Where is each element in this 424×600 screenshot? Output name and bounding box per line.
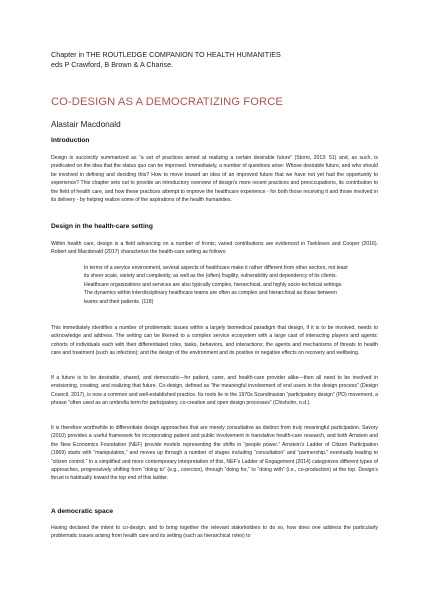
health-care-heading: Design in the health-care setting — [51, 223, 153, 230]
chapter-title: CO-DESIGN AS A DEMOCRATIZING FORCE — [51, 96, 283, 108]
chapter-line: Chapter in THE ROUTLEDGE COMPANION TO HEALTH HUMANITIES — [51, 50, 281, 59]
introduction-paragraph: Design is succinctly summarized as “a set of practices aimed at realizing a certain desirable future” (Storni, 2013: 51) and, as such, is predicated on the idea that the status quo can be improved. Immediately, a number of questions arise: Whose desirable future, and who should be involved in defining and deciding this? How to move toward an idea of an improved future that we have not yet had the opportunity to experience? This chapter sets out to provide an introductory overview of design’s more recent practices and preoccupations, its contribution to the field of health care, and how these practices attempt to improve the healthcare experience - for both those receiving it and those involved in its delivery - by helping realize some of the aspirations of the health humanities. — [51, 155, 378, 204]
chapter-info — [51, 50, 381, 70]
health-care-paragraph-1: Within health care, design is a field advancing on a number of fronts; varied contributions are evidenced in Tsekleves and Cooper (2016). Robert and Macdonald (2017) characterize the health-care setting as follows: — [51, 241, 378, 256]
democratic-space-paragraph: Having declared the intent to co-design, and to bring together the relevant stakeholders to do so, how does one address the particularly problematic issues arising from health care and its setting (such as hierarchical roles) to — [51, 525, 378, 540]
democratic-space-heading: A democratic space — [51, 508, 114, 515]
editors-line: eds P Crawford, B Brown & A Charise. — [51, 60, 174, 69]
health-care-paragraph-4: It is therefore worthwhile to differentiate design approaches that are merely consultative as distinct from truly meaningful participation. Savory (2010) provides a useful framework for incorporating patient and public involvement in translative health-care research, and both Arnstein and the New Economics Foundation (NEF) provide models representing the shifts in “people power.” Arnstein’s Ladder of Citizen Participation (1969) starts with “manipulation,” and moves up through a number of stages including “consultation” and “partnership,” eventually leading to “citizen control.” In a simplified and more contemporary interpretation of this, NEF’s Ladder of Engagement (2014) categorizes different types of approaches, progressively shifting from “doing to” (e.g., coercion), through “doing for,” to “doing with” (i.e., co-production) at the top. Design’s thrust is habitually toward the top end of this ladder. — [51, 425, 378, 482]
introduction-heading: Introduction — [51, 137, 90, 144]
health-care-paragraph-3: If a future is to be desirable, shared, and democratic—for patient, carer, and health-care provider alike—then all need to be involved in envisioning, creating, and realizing that future. Co-design, defined as “the meaningful involvement of end users in the design process” (Design Council, 2017), is now a common and well-established practice. Its roots lie in the 1970s Scandinavian “participatory design” (PD) movement, a phrase “often used as an umbrella term for participatory, co-creation and open design processes” (Chisholm, n.d.). — [51, 375, 378, 407]
author-name: Alastair Macdonald — [51, 120, 121, 129]
block-quote: In terms of a service environment, several aspects of healthcare make it rather different from other sectors, not least its sheer scale, variety and complexity, as well as the (often) fragility, vulnerability and dependency of its clients. Healthcare organizations and services are also typically complex, hierarchical, and highly socio-technical settings. The dynamics within interdisciplinary healthcare teams are often as complex and hierarchical as those between teams and their patients. (118) — [84, 265, 348, 305]
health-care-paragraph-2: This immediately identifies a number of problematic issues within a largely biomedical paradigm that design, if it is to be involved, needs to acknowledge and address. The setting can be likened to a complex service ecosystem with a large cast of interacting players and agents: cohorts of individuals each with their differentiated roles, tasks, behaviors, and interactions; the agents and mechanisms of threats to health care and treatment (such as infection); and the design of the environment and its positive or negative effects on recovery and wellbeing. — [51, 325, 378, 357]
